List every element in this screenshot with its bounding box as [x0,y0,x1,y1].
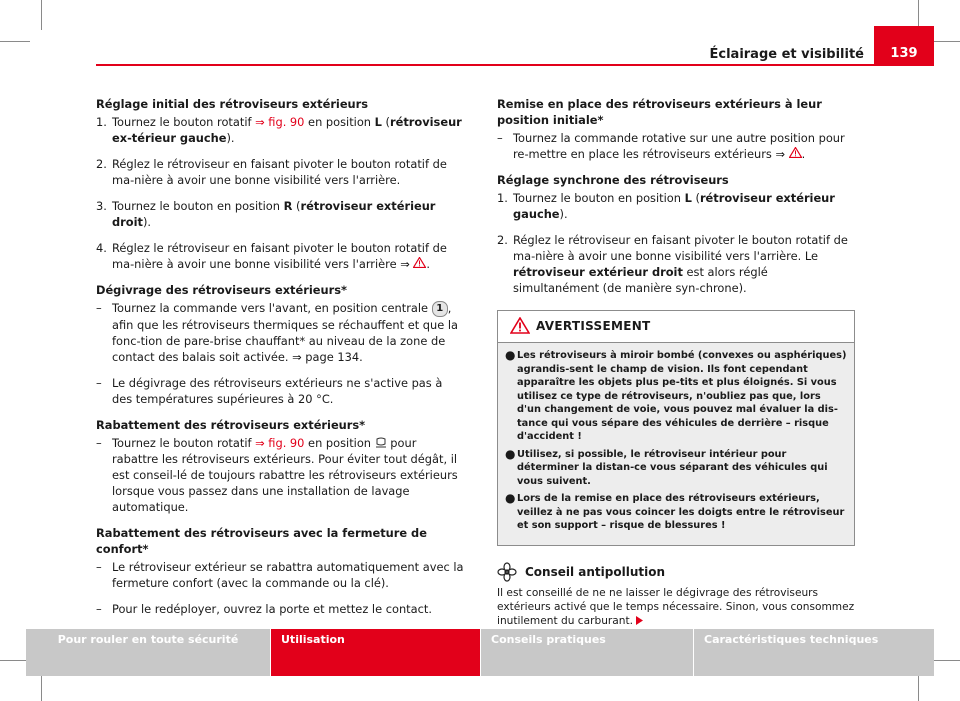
warning-box [497,310,855,546]
section-heading-initial-adjustment: Réglage initial des rétroviseurs extérieurs [96,97,369,111]
list-item: – Le dégivrage des rétroviseurs extérieurs ne s'active pas à des températures supérieures à 20 °C. [96,375,443,406]
warning-title: AVERTISSEMENT [536,318,651,333]
crop-mark [918,676,919,701]
eco-tip-header [497,562,855,582]
warning-header [498,311,854,343]
crop-mark [0,41,30,42]
list-item: 1. Tournez le bouton en position L (rétroviseur extérieur gauche). [497,191,835,221]
warning-triangle-icon[interactable] [789,147,802,158]
crop-mark [41,0,42,30]
bullet-icon: ● [505,491,516,505]
list-item: – Le rétroviseur extérieur se rabattra automatiquement avec la fermeture confort (avec la commande ou la clé). [96,559,464,590]
list-item: – Tournez le bouton rotatif ⇒ fig. 90 en position pour rabattre les rétroviseurs extérieurs. Pour éviter tout dégât, il est conseil-lé de toujours rabattre les rétroviseurs extérieurs lorsque vous passez dans une installation de lavage automatique. [96,435,458,514]
warning-item: ● Lors de la remise en place des rétroviseurs extérieurs, veillez à ne pas vous coincer les doigts entre le rétroviseur et son support – risque de blessures ! [505,491,845,531]
list-item: – Pour le redéployer, ouvrez la porte et mettez le contact. [96,601,432,616]
crop-mark [930,41,960,42]
environment-flower-icon [497,562,517,582]
warning-item: ● Utilisez, si possible, le rétroviseur intérieur pour déterminer la distan-ce vous séparant des véhicules qui vous suivent. [505,446,828,487]
crop-mark [41,676,42,701]
crop-mark [930,660,960,661]
section-heading-reset: Remise en place des rétroviseurs extérieurs à leur position initiale* [497,97,822,127]
figure-reference-link[interactable]: ⇒ fig. 90 [255,435,305,450]
header-rule [96,64,874,66]
bullet-icon: ● [505,348,516,362]
footer-tab-practical-tips[interactable]: Conseils pratiques [481,629,693,676]
left-column [96,96,466,627]
bullet-icon: ● [505,446,516,461]
footer-tab-utilisation[interactable]: Utilisation [271,629,480,676]
section-heading-comfort-close: Rabattement des rétroviseurs avec la fermeture de confort* [96,525,427,556]
list-item: 4. Réglez le rétroviseur en faisant pivoter le bouton rotatif de ma-nière à avoir une bonne visibilité vers l'arrière ⇒ . [96,241,447,271]
eco-tip-text: Il est conseillé de ne ne laisser le dégivrage des rétroviseurs extérieurs activé que le temps nécessaire. Sinon, vous consommez inutilement du carburant. [497,586,855,627]
warning-triangle-icon [510,317,530,334]
right-column [497,96,855,628]
list-item: 2. Réglez le rétroviseur en faisant pivoter le bouton rotatif de ma-nière à avoir une bonne visibilité vers l'arrière. Le rétroviseur extérieur droit est alors réglé simultanément (de manière syn-chrone). [497,233,848,295]
chapter-title: Éclairage et visibilité [709,47,864,62]
warning-triangle-icon[interactable] [413,257,426,268]
footer-tab-safety[interactable]: Pour rouler en toute sécurité [26,629,270,676]
figure-reference-link[interactable]: ⇒ fig. 90 [255,115,305,129]
section-heading-synchronous: Réglage synchrone des rétroviseurs [497,173,729,187]
eco-tip-title: Conseil antipollution [525,564,666,579]
continue-arrow-icon [636,616,643,625]
list-item: 1. Tournez le bouton rotatif ⇒ fig. 90 en position L (rétroviseur ex-térieur gauche). [96,115,462,145]
warning-body [498,343,854,545]
list-item: 3. Tournez le bouton en position R (rétroviseur extérieur droit). [96,199,436,229]
footer-tab-technical-data[interactable]: Caractéristiques techniques [694,629,934,676]
warning-item: ● Les rétroviseurs à miroir bombé (convexes ou asphériques) agrandis-sent le champ de vision. Ils font cependant apparaître les objets plus pe-tits et plus éloignés. Si vous utilisez ce type de rétroviseurs, n'oubliez pas que, lors d'un changement de voie, vous pouvez mal évaluer la dis-tance qui vous sépare des véhicules de derrière – risque d'accident ! [505,348,847,442]
list-item: – Tournez la commande vers l'avant, en position centrale 1 , afin que les rétroviseurs thermiques se réchauffent et que la fonc-tion de pare-brise chauffant* au niveau de la zone de contact des balais soit activée. ⇒ page 134. [96,301,459,364]
list-item: – Tournez la commande rotative sur une autre position pour re-mettre en place les rétroviseurs extérieurs ⇒ . [497,131,845,161]
section-heading-defrost: Dégivrage des rétroviseurs extérieurs* [96,283,347,297]
eco-tip [497,562,855,628]
list-item: 2. Réglez le rétroviseur en faisant pivoter le bouton rotatif de ma-nière à avoir une bonne visibilité vers l'arrière. [96,157,447,187]
section-heading-fold-in: Rabattement des rétroviseurs extérieurs* [96,417,366,432]
mirror-fold-icon [375,437,387,448]
callout-badge: 1 [432,301,448,317]
page-number: 139 [890,46,918,61]
